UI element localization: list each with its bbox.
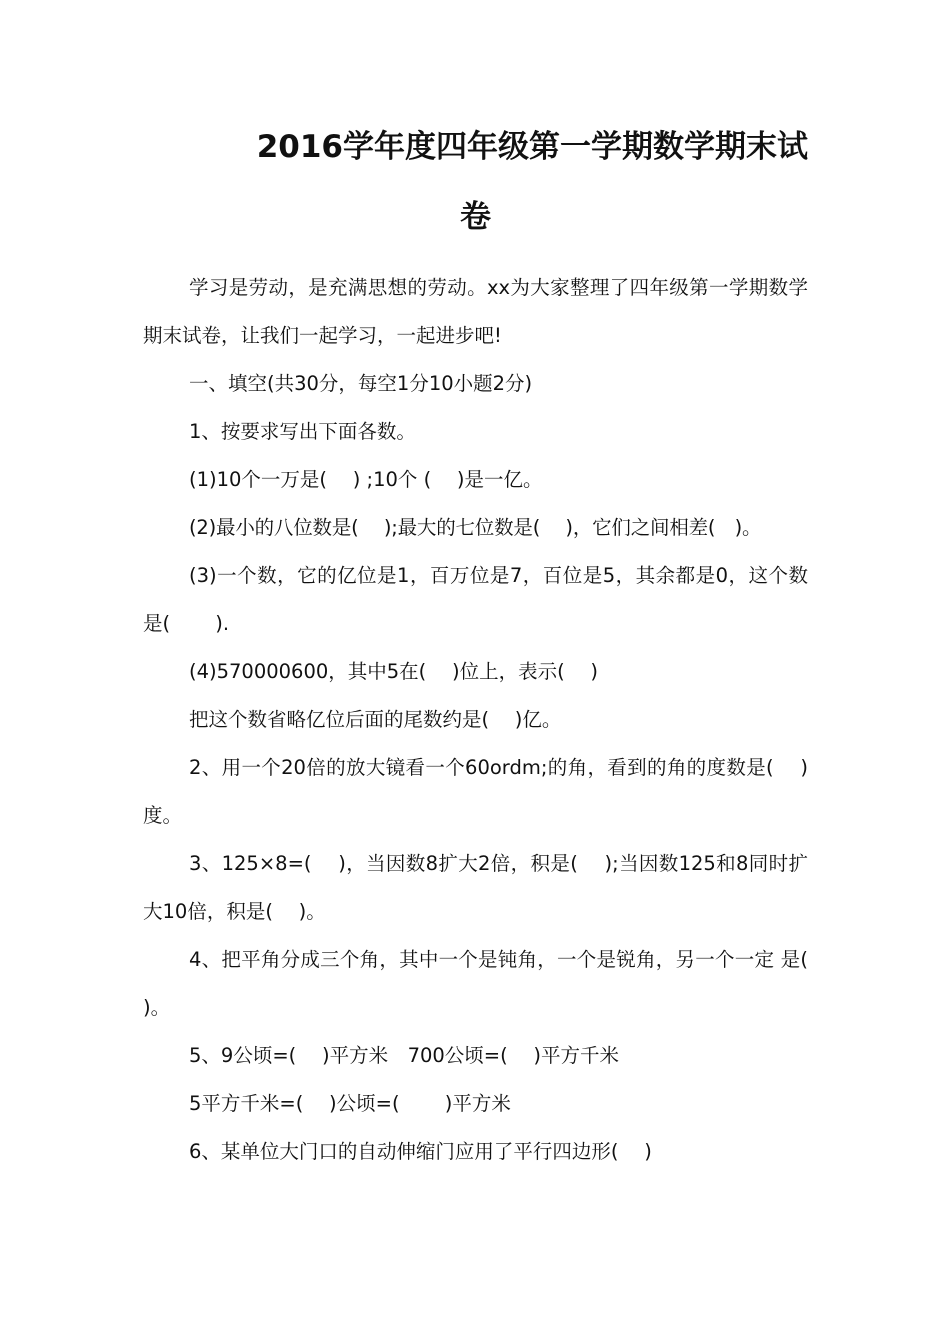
question-1-part-4-continued: 把这个数省略亿位后面的尾数约是( )亿。 xyxy=(189,708,562,731)
document-body xyxy=(143,264,854,1176)
document-title-line-2: 卷 xyxy=(460,199,491,235)
question-2: 2、用一个20倍的放大镜看一个60ordm;的角，看到的角的度数是( )度。 xyxy=(143,756,808,827)
document-title-line-1: 2016学年度四年级第一学期数学期末试 xyxy=(256,129,808,165)
question-1-part-4: (4)570000600，其中5在( )位上，表示( ) xyxy=(189,660,599,683)
question-3: 3、125×8=( )，当因数8扩大2倍，积是( );当因数125和8同时扩大10倍，积是( )。 xyxy=(143,852,808,923)
question-1: 1、按要求写出下面各数。 xyxy=(189,420,416,443)
intro-paragraph: 学习是劳动，是充满思想的劳动。xx为大家整理了四年级第一学期数学期末试卷，让我们一起学习，一起进步吧! xyxy=(143,276,808,347)
document-page xyxy=(143,112,854,1176)
question-4: 4、把平角分成三个角，其中一个是钝角，一个是锐角，另一个一定 是( )。 xyxy=(143,948,854,1019)
question-5-continued: 5平方千米=( )公顷=( )平方米 xyxy=(189,1092,511,1115)
question-6: 6、某单位大门口的自动伸缩门应用了平行四边形( ) xyxy=(189,1140,652,1163)
section-heading: 一、填空(共30分，每空1分10小题2分) xyxy=(189,372,533,395)
question-5: 5、9公顷=( )平方米 700公顷=( )平方千米 xyxy=(189,1044,620,1067)
question-1-part-1: (1)10个一万是( ) ;10个 ( )是一亿。 xyxy=(189,468,543,491)
question-1-part-2: (2)最小的八位数是( );最大的七位数是( )，它们之间相差( )。 xyxy=(189,516,762,539)
question-1-part-3: (3)一个数，它的亿位是1，百万位是7，百位是5，其余都是0，这个数是( ). xyxy=(143,564,808,635)
